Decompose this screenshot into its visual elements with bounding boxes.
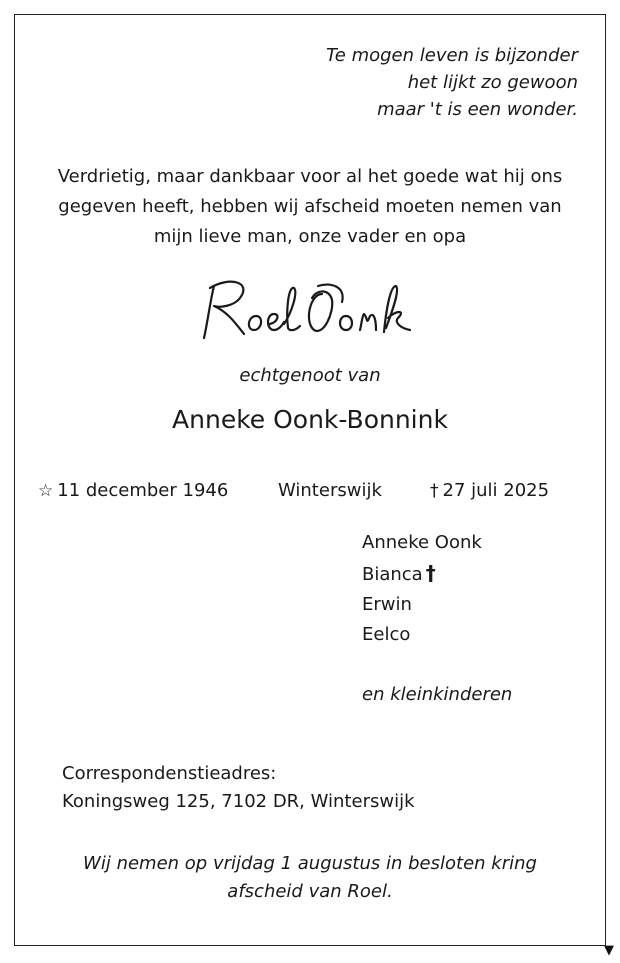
- star-icon: ☆: [38, 481, 54, 501]
- intro-text: [30, 162, 590, 252]
- relation-label: echtgenoot van: [239, 365, 381, 386]
- down-arrow-icon: ▼: [604, 943, 614, 958]
- poem-line: maar 't is een wonder.: [377, 99, 578, 120]
- death-date-group: [430, 478, 549, 504]
- intro-line: gegeven heeft, hebben wij afscheid moeten nemen van: [58, 196, 562, 217]
- closing-line: afscheid van Roel.: [227, 881, 393, 902]
- poem-line: Te mogen leven is bijzonder: [326, 45, 578, 66]
- closing-text: [0, 850, 620, 906]
- cross-icon: †: [430, 481, 439, 501]
- deceased-name: [0, 272, 620, 348]
- family-member: Anneke Oonk: [362, 532, 482, 553]
- place: Winterswijk: [278, 480, 382, 501]
- death-date: 27 juli 2025: [442, 480, 550, 501]
- poem-line: het lijkt zo gewoon: [407, 72, 578, 93]
- poem: [326, 42, 578, 123]
- family-member: Bianca †: [362, 561, 436, 585]
- closing-line: Wij nemen op vrijdag 1 augustus in besloten kring: [83, 853, 537, 874]
- birth-date: 11 december 1946: [57, 480, 229, 501]
- correspondence-address: [62, 760, 415, 816]
- cross-icon: †: [425, 561, 436, 585]
- family-member: Eelco: [362, 624, 411, 645]
- intro-line: Verdrietig, maar dankbaar voor al het goede wat hij ons: [57, 166, 563, 187]
- family-list: [362, 528, 482, 650]
- intro-line: mijn lieve man, onze vader en opa: [153, 226, 467, 247]
- birth-date-group: [38, 478, 228, 504]
- name-signature-graphic: [200, 272, 420, 344]
- spouse-name: Anneke Oonk-Bonnink: [172, 405, 448, 434]
- family-member: Erwin: [362, 594, 412, 615]
- address-label: Correspondenstieadres:: [62, 763, 277, 784]
- grandchildren: en kleinkinderen: [362, 684, 513, 705]
- address-line: Koningsweg 125, 7102 DR, Winterswijk: [62, 791, 415, 812]
